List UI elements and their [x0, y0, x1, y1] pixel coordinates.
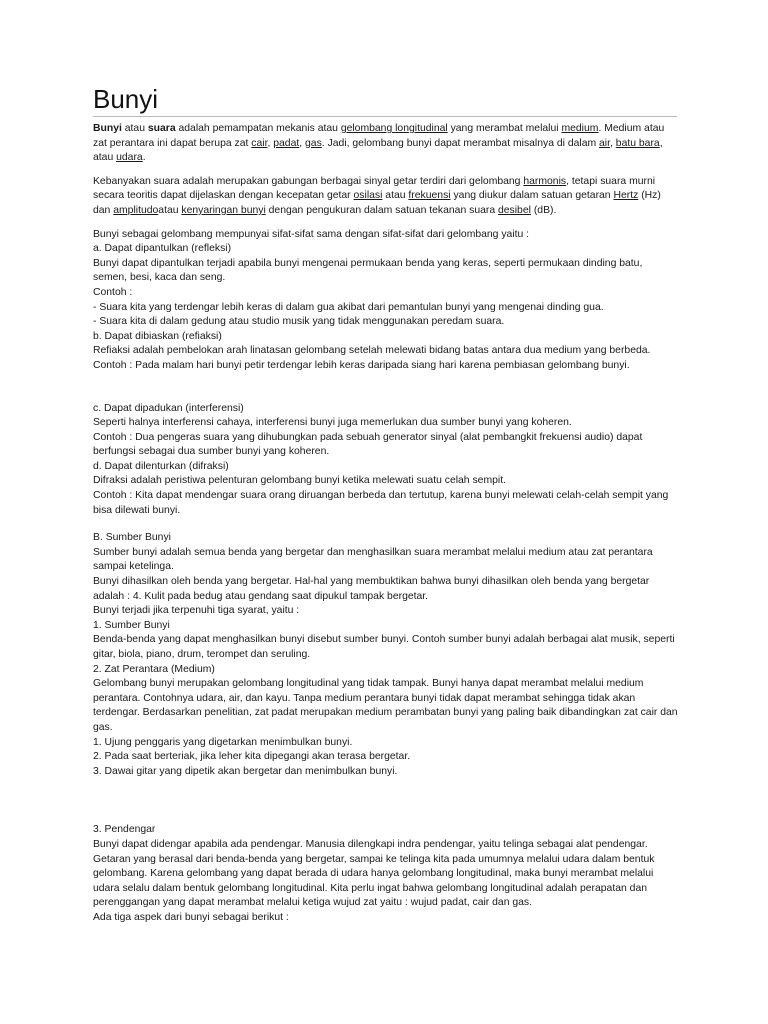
section-heading: b. Dapat dibiaskan (refiaksi)	[93, 330, 222, 342]
text-line: Ada tiga aspek dari bunyi sebagai berikut :	[93, 911, 289, 923]
text: yang merambat melalui	[447, 123, 562, 134]
text-line: Bunyi dapat didengar apabila ada pendengar. Manusia dilengkapi indra pendengar, yaitu telinga sebagai alat pendengar. Getaran yang berasal dari benda-benda yang bergetar, sampai ke telinga kita pada umumnya melalui udara dalam bentuk gelombang. Karena gelombang yang dapat berada di udara hanya gelombang longitudinal, maka bunyi merambat melalui udara selalu dalam bentuk gelombang longitudinal. Kita perlu ingat bahwa gelombang longitudinal adalah perapatan dan perenggangan yang dapat merambat melalui ketiga wujud zat yaitu : wujud padat, cair dan gas.	[93, 838, 655, 909]
text-line: Contoh : Kita dapat mendengar suara orang diruangan berbeda dan tertutup, karena bunyi melewati celah-celah sempit yang bisa dilewati bunyi.	[93, 490, 669, 516]
text-line: Gelombang bunyi merupakan gelombang longitudinal yang tidak tampak. Bunyi hanya dapat merambat melalui medium perantara. Contohnya udara, air, dan kayu. Tanpa medium perantara bunyi tidak dapat merambat sehingga tidak akan terdengar. Berdasarkan penelitian, zat padat merupakan medium perambatan bunyi yang paling baik dibandingkan zat cair dan gas.	[93, 678, 678, 733]
text: ,	[267, 137, 274, 149]
text-line: Difraksi adalah peristiwa pelenturan gelombang bunyi ketika melewati suatu celah sempit.	[93, 475, 506, 487]
text-line: Contoh : Pada malam hari bunyi petir terdengar lebih keras daripada siang hari karena pembiasan gelombang bunyi.	[93, 359, 630, 371]
text: atau	[382, 190, 409, 202]
link-osilasi[interactable]: osilasi	[353, 190, 383, 202]
text-line: Benda-benda yang dapat menghasilkan bunyi disebut sumber bunyi. Contoh sumber bunyi adalah berbagai alat musik, seperti gitar, biola, piano, drum, terompet dan seruling.	[93, 634, 675, 660]
page-title: Bunyi	[93, 84, 677, 117]
paragraph-2	[93, 175, 679, 219]
link-amplitudo[interactable]: amplitudo	[113, 204, 159, 216]
section-heading: 1. Sumber Bunyi	[93, 619, 170, 631]
text: (Hz) dan	[93, 190, 661, 216]
link-harmonis[interactable]: harmonis	[523, 175, 567, 187]
text: .	[142, 152, 146, 164]
link-batu-bara[interactable]: batu bara	[615, 137, 660, 149]
link-air[interactable]: air	[599, 137, 611, 149]
text-line: Contoh : Dua pengeras suara yang dihubungkan pada sebuah generator sinyal (alat pembangkit frekuensi audio) dapat berfungsi sebagai dua sumber bunyi yang koheren.	[93, 431, 643, 458]
text-line: Refiaksi adalah pembelokan arah linatasan gelombang setelah melewati bidang batas antara dua medium yang berbeda.	[93, 345, 651, 357]
text: Kebanyakan suara adalah merupakan gabungan berbagai sinyal getar terdiri dari gelombang	[93, 175, 524, 187]
text-line: Bunyi terjadi jika terpenuhi tiga syarat, yaitu :	[93, 605, 300, 617]
text: adalah pemampatan mekanis atau	[175, 123, 341, 134]
text: ,	[610, 137, 616, 149]
term-suara: suara	[147, 123, 176, 134]
link-kenyaringan-bunyi[interactable]: kenyaringan bunyi	[181, 204, 266, 216]
section-heading: 3. Pendengar	[93, 824, 156, 836]
text: ,	[299, 137, 306, 149]
link-desibel[interactable]: desibel	[498, 204, 531, 216]
list-item: 1. Ujung penggaris yang digetarkan menimbulkan bunyi.	[93, 736, 353, 748]
text-line: Sumber bunyi adalah semua benda yang bergetar dan menghasilkan suara merambat melalui medium atau zat perantara sampai ketelinga.	[93, 546, 653, 573]
text-line: - Suara kita di dalam gedung atau studio musik yang tidak menggunakan peredam suara.	[93, 316, 505, 328]
text: (dB).	[530, 204, 557, 216]
text-line: Seperti halnya interferensi cahaya, interferensi bunyi juga memerlukan dua sumber bunyi yang koheren.	[93, 417, 572, 429]
text: . Medium atau zat perantara ini dapat berupa zat	[93, 123, 665, 149]
text: atau	[121, 123, 148, 134]
text: . Jadi, gelombang bunyi dapat merambat misalnya di dalam	[321, 137, 600, 149]
section-heading: a. Dapat dipantulkan (refleksi)	[93, 243, 232, 255]
section-heading: 2. Zat Perantara (Medium)	[93, 663, 215, 675]
section-heading: d. Dapat dilenturkan (difraksi)	[93, 460, 229, 472]
section-heading: B. Sumber Bunyi	[93, 532, 171, 544]
text-line: Bunyi sebagai gelombang mempunyai sifat-sifat sama dengan sifat-sifat dari gelombang yaitu :	[93, 228, 530, 240]
link-padat[interactable]: padat	[273, 137, 300, 149]
link-hertz[interactable]: Hertz	[613, 190, 639, 202]
text: yang diukur dalam satuan getaran	[450, 190, 614, 202]
text-line: Bunyi dapat dipantulkan terjadi apabila bunyi mengenai permukaan benda yang keras, seperti permukaan dinding batu, semen, besi, kaca dan seng.	[93, 257, 643, 284]
link-gas[interactable]: gas	[305, 137, 322, 149]
text: , atau	[93, 137, 663, 164]
list-item: 2. Pada saat berteriak, jika leher kita dipegangi akan terasa bergetar.	[93, 751, 411, 763]
link-udara[interactable]: udara	[116, 152, 143, 164]
link-medium[interactable]: medium	[561, 123, 599, 134]
text: , tetapi suara murni secara teoritis dapat dijelaskan dengan kecepatan getar	[93, 175, 656, 202]
term-bunyi: Bunyi	[93, 123, 122, 134]
intro-paragraph	[93, 122, 679, 166]
text-line: Bunyi dihasilkan oleh benda yang bergetar. Hal-hal yang membuktikan bahwa bunyi dihasilkan oleh benda yang bergetar adalah : 4. Kulit pada bedug atau gendang saat dipukul tampak bergetar.	[93, 576, 650, 602]
section-heading: c. Dapat dipadukan (interferensi)	[93, 402, 244, 414]
article-body	[93, 122, 679, 926]
text: atau	[158, 204, 182, 216]
text: dengan pengukuran dalam satuan tekanan suara	[265, 204, 498, 216]
link-gelombang-longitudinal[interactable]: gelombang longitudinal	[340, 123, 448, 134]
link-frekuensi[interactable]: frekuensi	[408, 190, 451, 202]
text-line: - Suara kita yang terdengar lebih keras di dalam gua akibat dari pemantulan bunyi yang mengenai dinding gua.	[93, 301, 604, 313]
text-line: Contoh :	[93, 286, 133, 298]
list-item: 3. Dawai gitar yang dipetik akan bergetar dan menimbulkan bunyi.	[93, 765, 398, 777]
link-cair[interactable]: cair	[251, 137, 268, 149]
